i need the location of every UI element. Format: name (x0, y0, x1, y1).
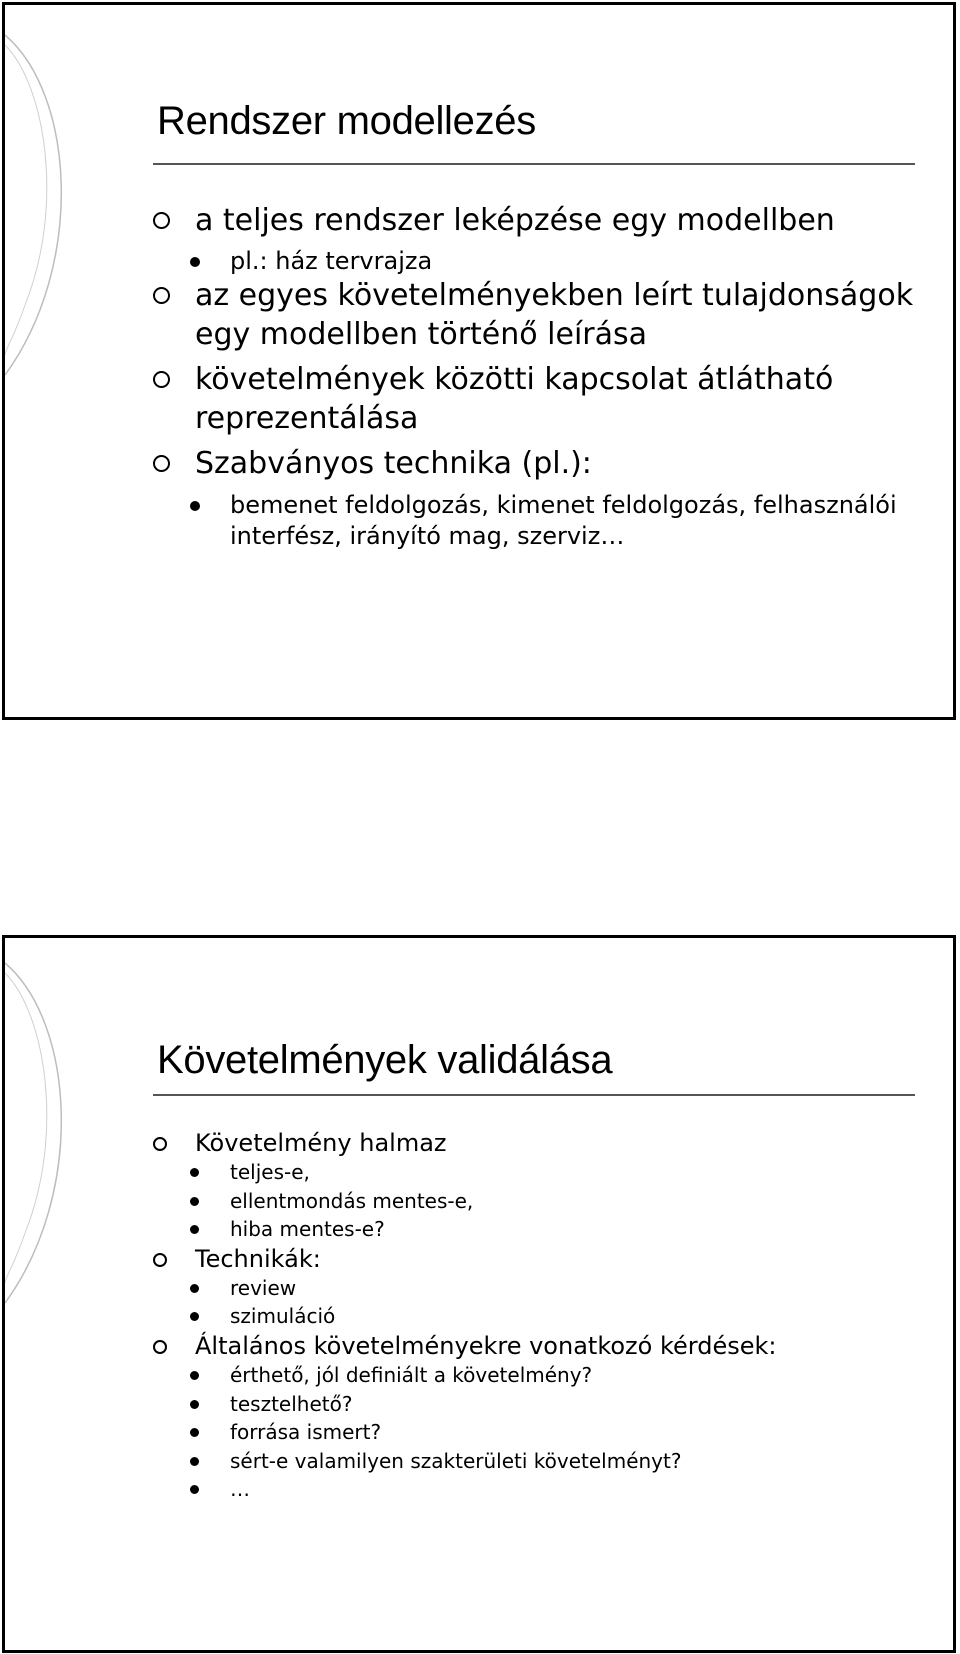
filled-dot-icon (190, 1485, 199, 1494)
title-divider (153, 163, 915, 165)
slide-2 (2, 935, 956, 1653)
sub-bullet-text: pl.: ház tervrajza (230, 247, 433, 275)
filled-dot-icon (190, 501, 200, 511)
bullet-item (150, 1128, 920, 1158)
bullet-text: Általános követelményekre vonatkozó kérdések: (195, 1331, 777, 1360)
sub-bullet-text: sért-e valamilyen szakterületi követelményt? (230, 1448, 682, 1473)
hollow-circle-icon (153, 455, 170, 472)
hollow-circle-icon (153, 1340, 167, 1354)
sub-bullet-list (150, 1274, 920, 1331)
sub-bullet-item (190, 1361, 920, 1390)
sub-bullet-item (190, 1274, 920, 1303)
bullet-item (150, 360, 920, 438)
sub-bullet-item (190, 1475, 920, 1504)
slide-1 (2, 2, 956, 720)
bullet-text: Szabványos technika (pl.): (195, 446, 592, 481)
sub-bullet-list (150, 1158, 920, 1244)
filled-dot-icon (190, 1225, 199, 1234)
bullet-item (150, 1331, 920, 1361)
slide-title: Követelmények validálása (157, 1038, 613, 1082)
sub-bullet-item (190, 1187, 920, 1216)
hollow-circle-icon (153, 287, 170, 304)
bullet-text: Technikák: (195, 1244, 321, 1273)
sub-bullet-item (190, 1158, 920, 1187)
sub-bullet-item (190, 1418, 920, 1447)
sub-bullet-list (150, 1361, 920, 1504)
sub-bullet-list (150, 246, 920, 276)
title-divider (153, 1094, 915, 1096)
filled-dot-icon (190, 1312, 199, 1321)
bullet-item (150, 276, 920, 354)
sub-bullet-item (190, 1215, 920, 1244)
sub-bullet-list (150, 490, 920, 552)
hollow-circle-icon (153, 371, 170, 388)
sub-bullet-text: … (230, 1477, 250, 1502)
bullet-item (150, 444, 920, 483)
bullet-item (150, 201, 920, 240)
sub-bullet-item (190, 1447, 920, 1476)
slide-title: Rendszer modellezés (157, 99, 536, 143)
sub-bullet-item (190, 1390, 920, 1419)
bullet-text: követelmények közötti kapcsolat átlátható reprezentálása (195, 362, 834, 436)
decorative-arcs (5, 5, 125, 720)
hollow-circle-icon (153, 1137, 167, 1151)
sub-bullet-text: teljes-e, (230, 1160, 310, 1184)
bullet-text: a teljes rendszer leképzése egy modellben (195, 203, 835, 238)
filled-dot-icon (190, 1400, 199, 1409)
hollow-circle-icon (153, 212, 170, 229)
bullet-text: az egyes követelményekben leírt tulajdonságok egy modellben történő leírása (195, 278, 914, 352)
sub-bullet-text: érthető, jól definiált a követelmény? (230, 1362, 593, 1387)
filled-dot-icon (190, 1168, 199, 1177)
filled-dot-icon (190, 1428, 199, 1437)
sub-bullet-text: forrása ismert? (230, 1420, 382, 1445)
filled-dot-icon (190, 1284, 199, 1293)
sub-bullet-item (190, 490, 920, 552)
bullet-list (150, 201, 920, 552)
sub-bullet-text: ellentmondás mentes-e, (230, 1188, 474, 1213)
filled-dot-icon (190, 1197, 199, 1206)
filled-dot-icon (190, 1371, 199, 1380)
bullet-list (150, 1128, 920, 1504)
bullet-text: Követelmény halmaz (195, 1129, 447, 1157)
hollow-circle-icon (153, 1253, 167, 1267)
sub-bullet-text: tesztelhető? (230, 1391, 353, 1416)
sub-bullet-item (190, 246, 920, 276)
sub-bullet-text: hiba mentes-e? (230, 1217, 385, 1242)
sub-bullet-text: bemenet feldolgozás, kimenet feldolgozás, felhasználói interfész, irányító mag, szerviz… (230, 491, 897, 550)
bullet-item (150, 1244, 920, 1274)
sub-bullet-text: szimuláció (230, 1304, 336, 1329)
sub-bullet-item (190, 1302, 920, 1331)
sub-bullet-text: review (230, 1275, 297, 1300)
filled-dot-icon (190, 257, 200, 267)
filled-dot-icon (190, 1457, 199, 1466)
decorative-arcs (5, 938, 125, 1653)
